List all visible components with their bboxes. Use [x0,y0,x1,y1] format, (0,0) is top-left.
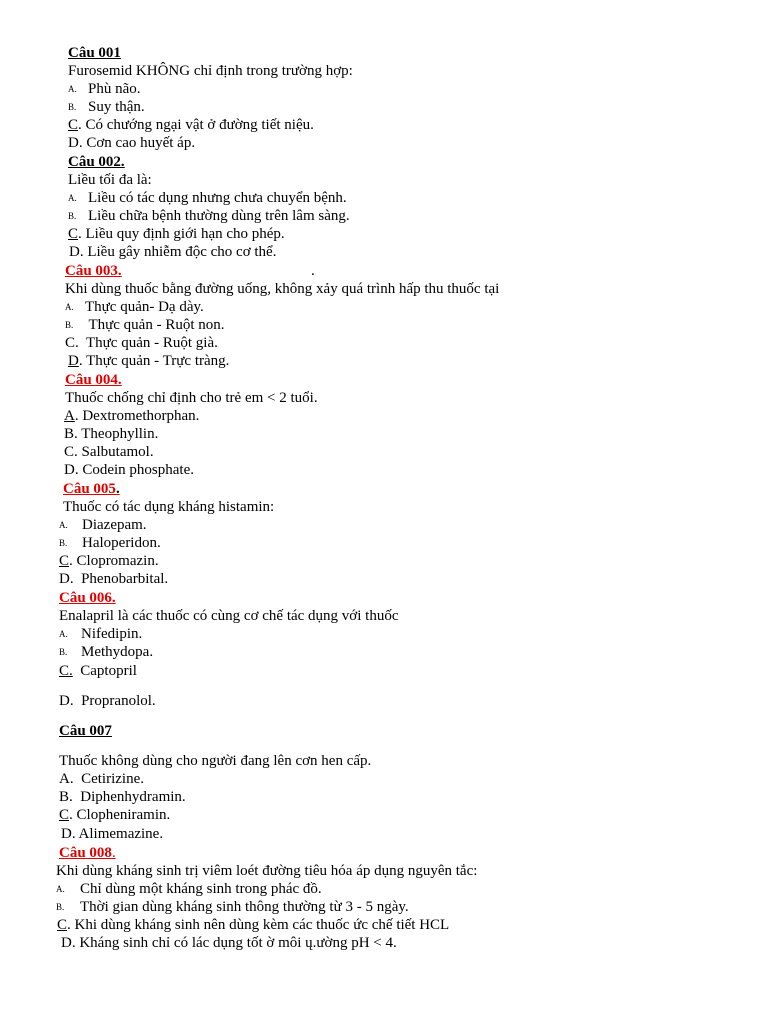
option-text: Diphenhydramin. [80,789,186,805]
option-letter: A [64,408,75,424]
option-letter: C. [65,335,79,351]
question-8-option-b [56,898,409,916]
option-letter: D. [68,135,83,151]
question-2-title: Câu 002. [68,154,125,170]
question-6-option-a [59,625,142,643]
option-letter: A. [56,884,65,894]
option-letter: D. [59,571,74,587]
question-6-text: Enalapril là các thuốc có cùng cơ chế tác dụng với thuốc [59,608,399,624]
question-7-option-c [59,806,170,824]
question-5-title-suffix: . [115,481,120,497]
question-6-option-d [59,692,156,710]
question-5-option-b [59,534,161,552]
option-text: . Thực quản - Trực tràng. [78,353,230,369]
question-2-option-c [68,225,285,243]
question-1-option-b [68,98,145,116]
question-1-option-a [68,80,141,98]
option-letter: B. [59,647,68,657]
option-letter: A. [65,302,74,312]
option-letter: C [59,807,70,823]
question-3-option-a [65,298,204,316]
option-text: Cơn cao huyết áp. [86,135,196,151]
question-6-option-b [59,643,153,661]
question-5-option-a [59,516,147,534]
question-6-title: Câu 006. [59,590,116,606]
option-text: . Liều quy định giới hạn cho phép. [78,226,285,242]
option-text: . Khi dùng kháng sinh nên dùng kèm các thuốc ức chế tiết HCL [67,917,450,933]
option-letter: C [59,553,70,569]
option-text: Methydopa. [81,644,154,660]
question-8-title-text: Câu 008 [59,845,112,861]
question-5-option-d [59,570,168,588]
option-letter: A. [59,771,74,787]
question-8-option-a [56,880,322,898]
question-8-option-c [57,916,449,934]
option-letter: D. [69,244,84,260]
question-2-option-d [69,243,276,261]
question-1-title: Câu 001 [68,45,121,61]
option-text: . Clopheniramin. [69,807,171,823]
question-5-text: Thuốc có tác dụng kháng histamin: [63,499,275,515]
option-letter: C [68,117,79,133]
question-3-trailing-dot: . [311,263,315,279]
question-5-title-text: Câu 005 [63,481,116,497]
option-letter: B. [59,789,73,805]
question-8-title [59,844,116,862]
question-6-option-c [59,662,137,680]
option-letter: B. [59,538,68,548]
option-text: Liều gây nhiễm độc cho cơ thể. [87,244,277,260]
option-letter: A. [59,520,68,530]
option-letter: A. [59,629,68,639]
option-text: . Có chướng ngại vật ở đường tiết niệu. [78,117,314,133]
question-1-option-c [68,116,314,134]
question-4-title: Câu 004. [65,372,122,388]
option-text: Propranolol. [81,693,156,709]
option-text: Kháng sinh chỉ có lác dụng tốt ờ môi ų.ường pH < 4. [79,935,397,951]
option-letter: B. [65,320,74,330]
option-letter: B. [64,426,78,442]
option-text: Liều có tác dụng nhưng chưa chuyển bệnh. [88,190,347,206]
option-letter: B. [68,102,77,112]
option-letter: D. [61,826,76,842]
question-1-text: Furosemid KHÔNG chỉ định trong trường hợp: [68,63,353,79]
question-4-option-c [64,443,154,461]
option-text: Liều chữa bệnh thường dùng trên lâm sàng. [88,208,350,224]
question-3-text: Khi dùng thuốc bằng đường uống, không xảy quá trình hấp thu thuốc tại [65,281,500,297]
option-text: Nifedipin. [81,626,143,642]
question-8-text: Khi dùng kháng sinh trị viêm loét đường tiêu hóa áp dụng nguyên tắc: [56,863,478,879]
option-letter: D. [64,462,79,478]
option-text: Suy thận. [88,99,145,115]
question-2-option-b [68,207,350,225]
option-letter: B. [56,902,65,912]
option-text: Alimemazine. [78,826,164,842]
option-text: Diazepam. [82,517,147,533]
question-7-option-b [59,788,186,806]
option-text: Haloperidon. [82,535,161,551]
question-3-option-d [68,352,229,370]
option-text: Codein phosphate. [82,462,194,478]
question-3-title: Câu 003. [65,263,122,279]
option-text: Phenobarbital. [81,571,169,587]
question-4-option-a [64,407,199,425]
option-letter: C [68,226,79,242]
option-text: Thực quản - Ruột non. [88,317,225,333]
option-letter: D. [61,935,76,951]
question-2-text: Liều tối đa là: [68,172,152,188]
option-text: . Clopromazin. [69,553,159,569]
question-3-option-c [65,334,218,352]
option-text: Phù não. [88,81,141,97]
question-4-option-d [64,461,194,479]
question-7-option-a [59,770,144,788]
option-letter: B. [68,211,77,221]
question-8-title-suffix: . [111,845,116,861]
option-letter: A. [68,84,77,94]
option-letter: A. [68,193,77,203]
option-letter: D [68,353,79,369]
question-7-title: Câu 007 [59,723,112,739]
option-text: Captopril [80,663,137,679]
question-5-title [63,480,120,498]
question-7-option-d [61,825,163,843]
question-8-option-d [61,934,397,952]
option-text: . Dextromethorphan. [74,408,200,424]
option-text: Chỉ dùng một kháng sinh trong phác đồ. [80,881,322,897]
option-text: Cetirizine. [81,771,144,787]
option-text: Thời gian dùng kháng sinh thông thường từ 3 - 5 ngày. [80,899,409,915]
option-text: Salbutamol. [81,444,154,460]
question-3-option-b [65,316,225,334]
option-letter: C. [59,663,73,679]
option-letter: C. [64,444,78,460]
option-letter: C [57,917,68,933]
question-4-text: Thuốc chống chỉ định cho trẻ em < 2 tuổi. [65,390,318,406]
option-letter: D. [59,693,74,709]
question-2-option-a [68,189,347,207]
option-text: Thực quản- Dạ dày. [85,299,204,315]
option-text: Theophyllin. [81,426,159,442]
question-7-text: Thuốc không dùng cho người đang lên cơn hen cấp. [59,753,372,769]
option-text: Thực quản - Ruột già. [86,335,218,351]
question-4-option-b [64,425,158,443]
question-5-option-c [59,552,159,570]
question-1-option-d [68,134,195,152]
